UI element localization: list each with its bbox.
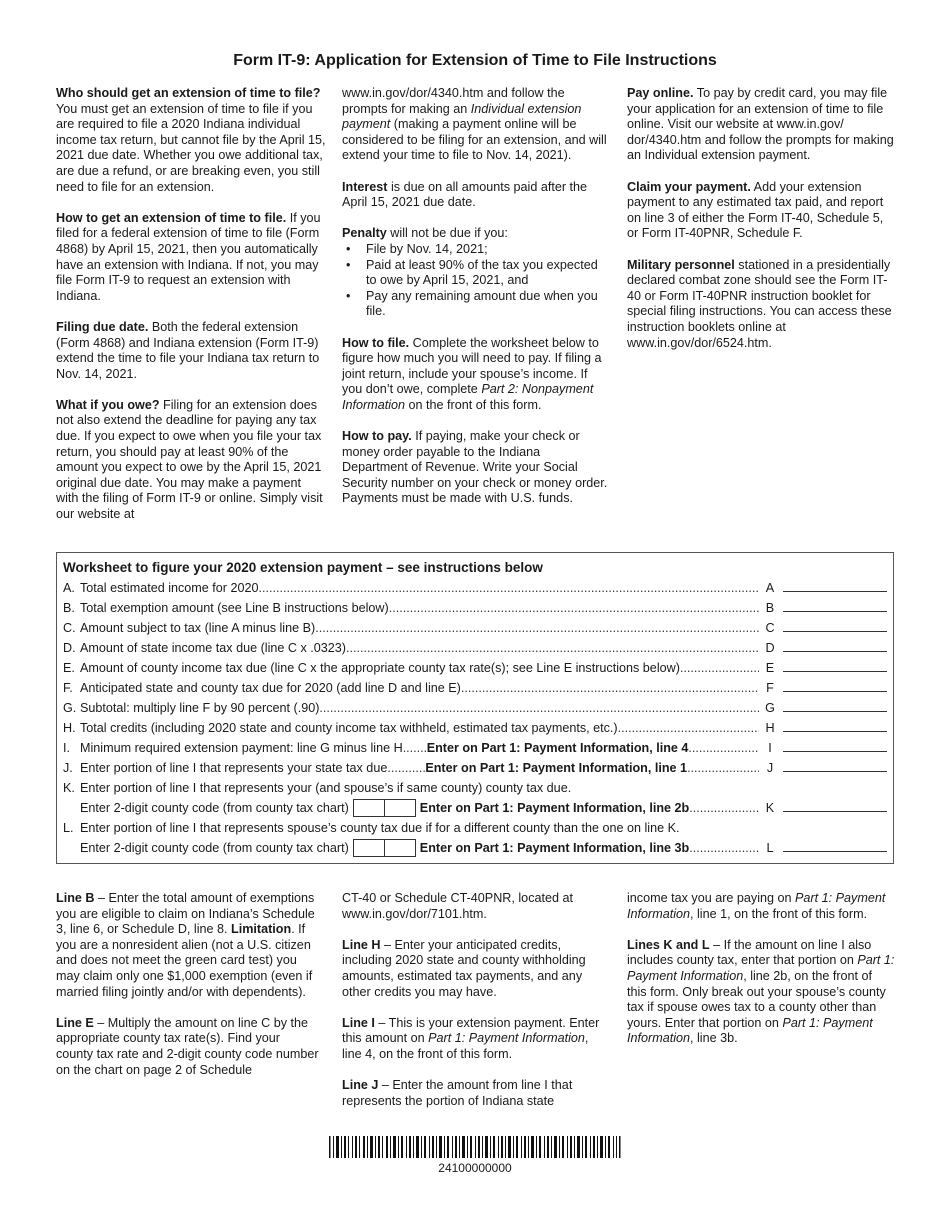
how-to-get-paragraph: How to get an extension of time to file. If you filed for a federal extension of time to file (Form 4868) by April 15, 2021, then you automatically have an extension with Indiana. If not, you may file Form IT-9 to request an extension with Indiana. (56, 210, 321, 303)
how-to-pay-paragraph: How to pay. If paying, make your check or money order payable to the Indiana Department of Revenue. Write your Social Security number on your check or money order. Payments must be made with U.S. funds. (342, 429, 608, 506)
line-d-input[interactable] (783, 639, 887, 652)
line-j-instructions: Line J – Enter the amount from line I that represents the portion of Indiana state (342, 1078, 573, 1108)
barcode (329, 1136, 621, 1158)
line-h-instructions: Line H – Enter your anticipated credits, including 2020 state and county withholding amounts, estimated tax payments, and any other credits you may have. (342, 937, 586, 999)
worksheet-box (56, 552, 894, 864)
page-title: Form IT-9: Application for Extension of Time to File Instructions (233, 52, 717, 69)
worksheet-line-h: H. Total credits (including 2020 state and county income tax withheld, estimated tax payments, etc.) ..... H (63, 718, 887, 738)
line-instructions-column-1 (56, 891, 320, 1094)
penalty-item: • Pay any remaining amount due when you file. (366, 289, 608, 320)
claim-payment-paragraph: Claim your payment. Add your extension payment to any estimated tax paid, and report on line 3 of either the Form IT-40, Schedule 5, or Form IT-40PNR, Schedule F. (627, 179, 884, 241)
how-to-file-paragraph: How to file. Complete the worksheet below to figure how much you will need to pay. If filing a joint return, include your spouse’s income. If you don’t owe, complete Part 2: Nonpayment Information on the front of this form. (342, 335, 602, 412)
who-should-paragraph: Who should get an extension of time to file? You must get an extension of time to file if you are required to file a 2020 Indiana individual income tax return, but cannot file by the April 15, 2021 due date. Whether you owe additional tax, are due a refund, or are breaking even, you still need to file for an extension. (56, 86, 326, 194)
line-b-instructions: Line B – Enter the total amount of exemptions you are eligible to claim on Indiana’s Schedule 3, line 6, or Schedule D, line 8. Limitation. If you are a nonresident alien (not a U.S. citizen and does not meet the green card test) you may claim only one $1,000 exemption (even if married filing jointly and/or with dependents). (56, 891, 315, 999)
worksheet-title: Worksheet to figure your 2020 extension payment – see instructions below (63, 560, 543, 575)
penalty-item: • Paid at least 90% of the tax you expected to owe by April 15, 2021, and (366, 258, 608, 289)
line-instructions-column-3 (627, 891, 895, 1063)
line-l-input[interactable] (783, 839, 887, 852)
line-f-input[interactable] (783, 679, 887, 692)
worksheet-line-g: G. Subtotal: multiply line F by 90 percent (.90) ..... G (63, 698, 887, 718)
worksheet-line-i: I. Minimum required extension payment: line G minus line H ..... Enter on Part 1: Payment Information, line 4 ..... I (63, 738, 887, 758)
worksheet-line-l-text: L. Enter portion of line I that represents spouse’s county tax due if for a different county than the one on line K. (63, 821, 680, 835)
worksheet-line-j: J. Enter portion of line I that represents your state tax due ..... Enter on Part 1: Payment Information, line 1 ..... J (63, 758, 887, 778)
line-e-input[interactable] (783, 659, 887, 672)
line-e-instructions: Line E – Multiply the amount on line C by the appropriate county tax rate(s). Find your county tax rate and 2-digit county code number on the chart on page 2 of Schedule (56, 1015, 319, 1077)
line-i-instructions: Line I – This is your extension payment. Enter this amount on Part 1: Payment Information, line 4, on the front of this form. (342, 1015, 600, 1061)
instructions-column-3 (627, 86, 895, 367)
penalty-paragraph: Penalty will not be due if you: (342, 226, 508, 241)
worksheet-line-c: C. Amount subject to tax (line A minus line B) ..... C (63, 618, 887, 638)
what-if-owe-paragraph: What if you owe? Filing for an extension does not also extend the deadline for paying any tax due. If you expect to owe when you file your tax return, you should pay at least 90% of the amount you expect to owe by the April 15, 2021 original due date. You may make a payment with the filing of Form IT-9 or online. Simply visit our website at (56, 397, 323, 522)
worksheet-line-k-text: K. Enter portion of line I that represents your (and spouse’s if same county) county tax due. (63, 781, 572, 795)
penalty-item: • File by Nov. 14, 2021; (366, 242, 608, 258)
line-g-input[interactable] (783, 699, 887, 712)
worksheet-line-d: D. Amount of state income tax due (line C x .0323) ..... D (63, 638, 887, 658)
line-i-input[interactable] (783, 739, 887, 752)
barcode-number: 24100000000 (438, 1161, 512, 1175)
line-h-input[interactable] (783, 719, 887, 732)
instructions-column-2 (342, 86, 608, 523)
worksheet-line-e: E. Amount of county income tax due (line C x the appropriate county tax rate(s); see Line E instructions below) ..... E (63, 658, 887, 678)
worksheet-line-l: Enter 2-digit county code (from county tax chart) Enter on Part 1: Payment Information, line 3b ..... L (63, 838, 887, 858)
interest-paragraph: Interest is due on all amounts paid after the April 15, 2021 due date. (342, 179, 588, 210)
line-j-instructions-continued: income tax you are paying on Part 1: Payment Information, line 1, on the front of this form. (627, 891, 886, 921)
worksheet-line-a: A. Total estimated income for 2020 ..... A (63, 578, 887, 598)
line-c-input[interactable] (783, 619, 887, 632)
line-a-input[interactable] (783, 579, 887, 592)
worksheet-line-k: Enter 2-digit county code (from county tax chart) Enter on Part 1: Payment Information, line 2b ..... K (63, 798, 887, 818)
line-e-instructions-continued: CT-40 or Schedule CT-40PNR, located at www.in.gov/dor/7101.htm. (342, 891, 573, 921)
worksheet-line-f: F. Anticipated state and county tax due for 2020 (add line D and line E) ..... F (63, 678, 887, 698)
military-paragraph: Military personnel stationed in a presidentially declared combat zone should see the Form IT-40 or Form IT-40PNR instruction booklet for special filing instructions. You can access these instruction booklets online at www.in.gov/dor/6524.htm. (627, 257, 892, 350)
line-k-input[interactable] (783, 799, 887, 812)
owe-continued-paragraph: www.in.gov/dor/4340.htm and follow the prompts for making an Individual extension payment (making a payment online will be considered to be filing for an extension, and will extend your time to file to Nov. 14, 2021). (342, 86, 607, 163)
line-j-input[interactable] (783, 759, 887, 772)
line-b-input[interactable] (783, 599, 887, 612)
line-instructions-column-2 (342, 891, 604, 1125)
county-code-k-input[interactable] (353, 799, 416, 817)
penalty-list (342, 242, 608, 320)
lines-k-l-instructions: Lines K and L – If the amount on line I also includes county tax, enter that portion on Part 1: Payment Information, line 2b, on the front of this form. Only break out your spouse’s county tax if spouse owes tax to a county other than yours. Enter that portion on Part 1: Payment Information, line 3b. (627, 937, 895, 1046)
instructions-column-1 (56, 86, 326, 538)
filing-due-paragraph: Filing due date. Both the federal extension (Form 4868) and Indiana extension (Form IT-9) extend the time to file your Indiana tax return to Nov. 14, 2021. (56, 319, 320, 381)
worksheet-line-b: B. Total exemption amount (see Line B instructions below) ..... B (63, 598, 887, 618)
county-code-l-input[interactable] (353, 839, 416, 857)
pay-online-paragraph: Pay online. To pay by credit card, you may file your application for an extension of time to file online. Visit our website at www.in.gov/ dor/4340.htm and follow the prompts for making an Individual extension payment. (627, 86, 894, 163)
